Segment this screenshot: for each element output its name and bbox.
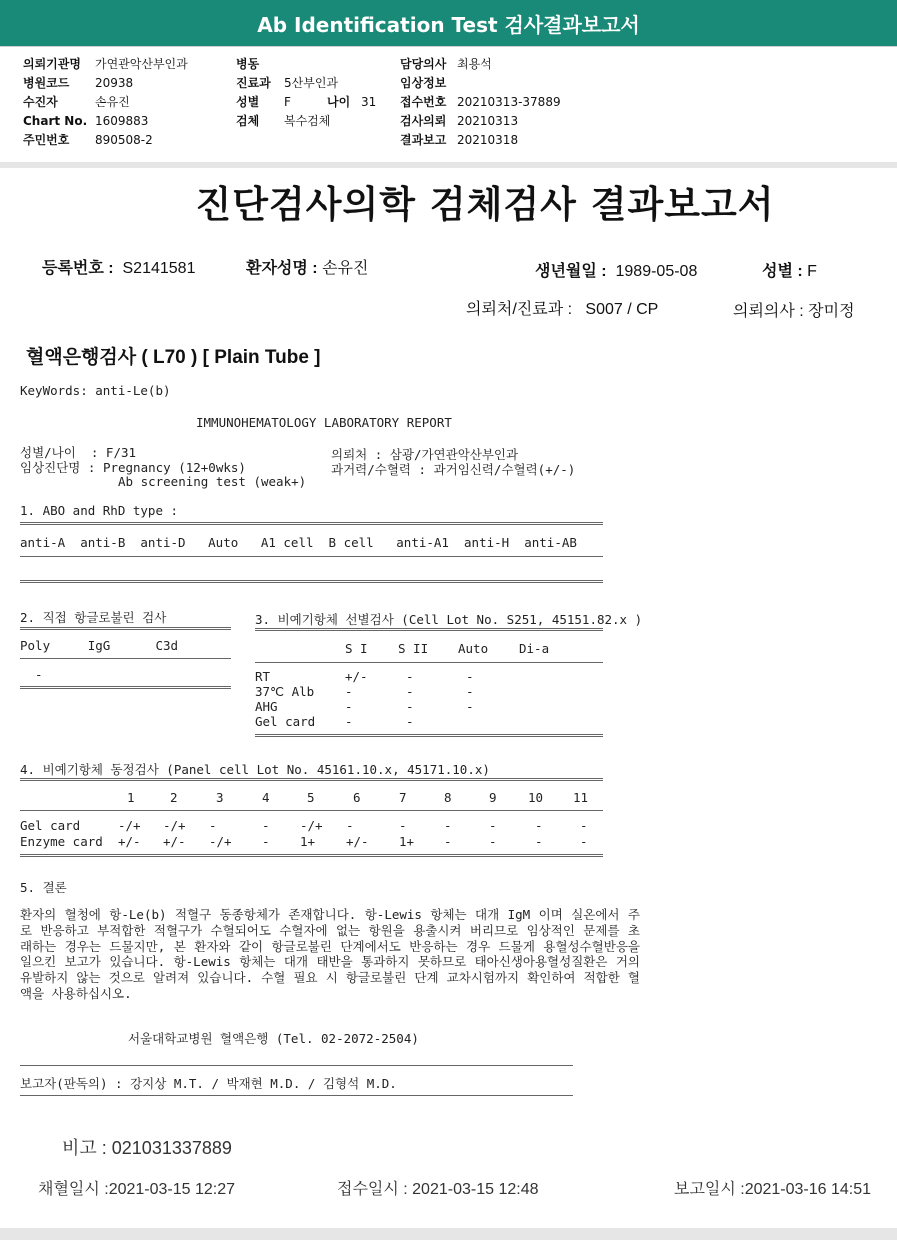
page-title: 진단검사의학 검체검사 결과보고서 [195, 183, 775, 226]
meta-value: 손유진 [95, 95, 130, 109]
panel-header: 6 [353, 790, 361, 805]
screen-header: Auto [458, 641, 489, 656]
panel-cell: +/- [118, 834, 141, 849]
panel-cell: 1+ [300, 834, 316, 849]
panel-cell: - [444, 834, 452, 849]
panel-header: 10 [528, 790, 544, 805]
panel-cell: -/+ [209, 834, 232, 849]
meta-value: 20210313 [457, 114, 519, 128]
conclusion-text: 환자의 혈청에 항-Le(b) 적혈구 동종항체가 존재합니다. 항-Lewis 항체는 대개 IgM 이며 실온에서 주로 반응하고 부적합한 적혈구가 수혈되어도 수혈자에 없는 항원을 용출시켜 버리므로 임상적인 문제를 초래하는 경우는 드물지만, 본 환자와 같이 항글로불린 단계에서도 반응하는 경우 드물게 용혈성수혈반응을 일으킨 보고가 있습니다. 항-Lewis 항체는 대개 태반을 통과하지 못하므로 태아신생아용혈성질환은 거의 유발하지 않는 것으로 알려져 있습니다. 수혈 필요 시 항글로불린 단계 교차시험까지 확인하여 적합한 혈액을 사용하십시오. [20, 907, 640, 1001]
history: 과거력/수혈력 : 과거임신력/수혈력(+/-) [331, 462, 576, 477]
panel-cell: - [399, 818, 407, 833]
dat-value: - [35, 667, 43, 682]
abo-headers: anti-A anti-B anti-D Auto A1 cell B cell anti-A1 anti-H anti-AB [20, 535, 577, 550]
screen-header: S II [398, 641, 429, 656]
abo-section-title: 1. ABO and RhD type : [20, 503, 179, 518]
meta-row [400, 93, 561, 112]
panel-cell: - [262, 834, 270, 849]
meta-label: 검사의뢰 [400, 114, 447, 128]
meta-label: 병동 [236, 57, 260, 71]
double-rule [255, 734, 603, 737]
meta-label: 결과보고 [400, 133, 447, 147]
panel-header: 4 [262, 790, 270, 805]
meta-row [400, 131, 561, 150]
screen-cell: - [406, 684, 414, 699]
meta-label: 진료과 [236, 76, 271, 90]
meta-row [23, 131, 188, 150]
meta-row [400, 55, 561, 74]
double-rule [20, 580, 603, 583]
single-rule [20, 1095, 573, 1096]
report-time: 보고일시 :2021-03-16 14:51 [674, 1181, 872, 1198]
meta-row [236, 93, 338, 112]
panel-cell: - [346, 818, 354, 833]
panel-header: 7 [399, 790, 407, 805]
meta-label: 주민번호 [23, 133, 70, 147]
meta-label: 성별 [236, 95, 260, 109]
hospital-line: 서울대학교병원 혈액은행 (Tel. 02-2072-2504) [128, 1031, 419, 1046]
registration-number: 등록번호 : S2141581 [42, 260, 196, 277]
meta-value: 20210313-37889 [457, 95, 561, 109]
meta-label: 검체 [236, 114, 260, 128]
meta-label: 수진자 [23, 95, 58, 109]
single-rule [20, 658, 231, 659]
diagnosis: 임상진단명 : Pregnancy (12+0wks) [20, 460, 246, 475]
panel-cell: - [580, 818, 588, 833]
conclusion-title: 5. 결론 [20, 880, 67, 895]
panel-cell: -/+ [118, 818, 141, 833]
sex-age: 성별/나이 : F/31 [20, 445, 137, 460]
panel-row-label: Gel card [20, 818, 81, 833]
meta-value: 가연관악산부인과 [95, 57, 188, 71]
meta-label: Chart No. [23, 114, 88, 128]
panel-cell: - [489, 834, 497, 849]
reporter-line: 보고자(판독의) : 강지상 M.T. / 박재현 M.D. / 김형석 M.D. [20, 1076, 397, 1091]
meta-label: 병원코드 [23, 76, 70, 90]
meta-label: 임상정보 [400, 76, 447, 90]
meta-value: 복수검체 [284, 114, 331, 128]
meta-column-2 [236, 55, 338, 131]
diagnosis-2: Ab screening test (weak+) [118, 474, 307, 489]
single-rule [20, 810, 603, 811]
meta-row [23, 55, 188, 74]
screen-row-label: RT [255, 669, 271, 684]
screen-row-label: AHG [255, 699, 278, 714]
screen-header: S I [345, 641, 368, 656]
meta-value: 1609883 [95, 114, 149, 128]
panel-cell: +/- [163, 834, 186, 849]
panel-cell: - [535, 834, 543, 849]
section-title: 혈액은행검사 ( L70 ) [ Plain Tube ] [26, 347, 321, 368]
meta-value: 최용석 [457, 57, 492, 71]
panel-header: 9 [489, 790, 497, 805]
panel-cell: -/+ [163, 818, 186, 833]
department: 의뢰처/진료과 : S007 / CP [466, 301, 659, 318]
dat-headers: Poly IgG C3d [20, 638, 179, 653]
meta-label: 접수번호 [400, 95, 447, 109]
referring-doctor: 의뢰의사 : 장미정 [733, 303, 855, 320]
report-banner-title: Ab Identification Test 검사결과보고서 [0, 0, 897, 47]
meta-value: F [284, 95, 291, 109]
panel-cell: - [209, 818, 217, 833]
meta-row [400, 74, 561, 93]
screen-cell: - [406, 669, 414, 684]
panel-header: 3 [216, 790, 224, 805]
meta-row [23, 93, 188, 112]
meta-row [23, 74, 188, 93]
meta-row [400, 112, 561, 131]
screen-cell: - [466, 669, 474, 684]
referrer: 의뢰처 : 삼광/가연관악산부인과 [331, 447, 519, 462]
panel-header: 11 [573, 790, 589, 805]
remark: 비고 : 021031337889 [62, 1138, 232, 1158]
meta-value: 20210318 [457, 133, 519, 147]
single-rule [255, 662, 603, 663]
panel-cell: - [262, 818, 270, 833]
lab-heading: IMMUNOHEMATOLOGY LABORATORY REPORT [196, 415, 452, 430]
single-rule [20, 556, 603, 557]
panel-cell: - [444, 818, 452, 833]
collection-time: 채혈일시 :2021-03-15 12:27 [38, 1181, 236, 1198]
screen-cell: - [345, 684, 353, 699]
meta-value: 20938 [95, 76, 134, 90]
screen-row-label: Gel card [255, 714, 316, 729]
divider-bar [0, 162, 897, 168]
meta-column-1 [23, 55, 188, 150]
dat-section-title: 2. 직접 항글로불린 검사 [20, 610, 167, 625]
screen-cell: - [406, 714, 414, 729]
single-rule [20, 1065, 573, 1066]
panel-header: 1 [127, 790, 135, 805]
panel-cell: 1+ [399, 834, 415, 849]
screen-cell: - [466, 699, 474, 714]
double-rule [20, 627, 231, 630]
meta-row [236, 74, 338, 93]
panel-section-title: 4. 비예기항체 동정검사 (Panel cell Lot No. 45161.10.x, 45171.10.x) [20, 762, 490, 777]
panel-cell: - [489, 818, 497, 833]
meta-row [236, 112, 338, 131]
panel-cell: - [535, 818, 543, 833]
double-rule [20, 854, 603, 857]
screen-cell: - [345, 714, 353, 729]
double-rule [20, 778, 603, 781]
meta-age: 나이 31 [327, 95, 377, 109]
panel-cell: -/+ [300, 818, 323, 833]
meta-row [23, 112, 188, 131]
panel-header: 5 [307, 790, 315, 805]
birth-date: 생년월일 : 1989-05-08 [535, 263, 698, 280]
meta-column-3 [400, 55, 561, 150]
patient-name: 환자성명 : 손유진 [246, 260, 369, 277]
panel-row-label: Enzyme card [20, 834, 103, 849]
screen-row-label: 37℃ Alb [255, 684, 315, 699]
meta-value: 5산부인과 [284, 76, 339, 90]
divider-bar [0, 1228, 897, 1240]
panel-header: 2 [170, 790, 178, 805]
meta-row [236, 55, 338, 74]
double-rule [255, 628, 603, 631]
keywords: KeyWords: anti-Le(b) [20, 383, 171, 398]
panel-header: 8 [444, 790, 452, 805]
screen-cell: - [345, 699, 353, 714]
screen-cell: - [406, 699, 414, 714]
screen-cell: +/- [345, 669, 368, 684]
patient-sex: 성별 : F [762, 263, 817, 280]
receipt-time: 접수일시 : 2021-03-15 12:48 [337, 1181, 539, 1198]
meta-label: 의뢰기관명 [23, 57, 81, 71]
double-rule [20, 686, 231, 689]
meta-value: 890508-2 [95, 133, 153, 147]
panel-cell: - [580, 834, 588, 849]
screen-cell: - [466, 684, 474, 699]
meta-label: 담당의사 [400, 57, 447, 71]
double-rule [20, 522, 603, 525]
panel-cell: +/- [346, 834, 369, 849]
screen-section-title: 3. 비예기항체 선별검사 (Cell Lot No. S251, 45151.82.x ) [255, 612, 643, 627]
screen-header: Di-a [519, 641, 550, 656]
